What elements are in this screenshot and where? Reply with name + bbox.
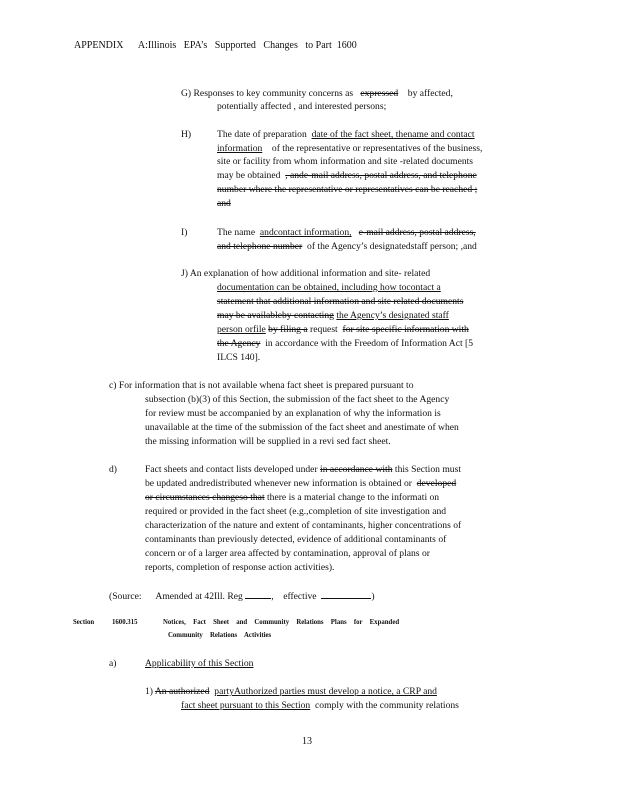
item-j-inserted-4: the Agency’s designated staff: [336, 310, 449, 321]
item-h-text-2: of the representative or representatives of the business,: [271, 143, 483, 154]
item-h-inserted: date of the fact sheet, thename and contact: [311, 129, 475, 140]
item-i-inserted: andcontact information,: [259, 227, 352, 238]
para-c-text: For information that is not available whena fact sheet is prepared pursuant to: [118, 380, 414, 391]
para-d-text-2: be updated andredistributed whenever new information is obtained or: [145, 478, 412, 489]
item-h-inserted-2: information: [217, 143, 263, 154]
item-g-struck: expressed: [360, 88, 399, 99]
source-label: (Source:: [109, 591, 142, 602]
source-reg: Amended at 42Ill. Reg: [155, 591, 243, 602]
source-note: [109, 589, 375, 603]
item-1-line-1: [145, 686, 437, 698]
para-d-struck-2: developed: [416, 478, 457, 489]
item-j-line-1: [181, 268, 430, 280]
item-h-line-3: site or facility from whom information and site -related documents: [217, 156, 474, 167]
para-d-line-5: characterization of the nature and extent of contaminants, higher concentrations of: [145, 520, 462, 531]
item-j-text-6: in accordance with the Freedom of Information Act [5: [265, 338, 474, 349]
page-header: [74, 40, 357, 52]
para-c-line-3: for review must be accompanied by an explanation of why the information is: [145, 408, 441, 419]
item-j-line-3: statement that additional information and site related documents: [217, 296, 464, 307]
item-h-line-5: number where the representative or representatives can be reached ;: [217, 184, 478, 195]
item-i-line-1: [217, 227, 476, 239]
item-j-line-4: [217, 310, 449, 322]
para-d-line-4: required or provided in the fact sheet (e.g.,completion of site investigation and: [145, 506, 447, 517]
item-g-marker: G): [181, 88, 192, 99]
para-d-marker: d): [109, 464, 117, 475]
item-1-text-2: comply with the community relations: [315, 700, 459, 711]
item-j-text: An explanation of how additional information and site- related: [189, 268, 431, 279]
header-title-a: A:Illinois: [137, 40, 177, 51]
item-j-line-7: ILCS 140].: [217, 352, 261, 363]
section-label: Section: [73, 617, 95, 626]
item-i-line-2: [217, 241, 477, 253]
item-j-struck-5: by filing a: [268, 324, 308, 335]
item-h-text: The date of preparation: [217, 129, 307, 140]
para-d-struck-3: or circumstances changeso that: [145, 492, 265, 503]
source-close: ): [371, 591, 375, 602]
para-c-line-1: [109, 380, 414, 392]
item-j-text-5: request: [310, 324, 338, 335]
para-d-line-3: [145, 492, 439, 504]
item-j-inserted-5: person orfile: [217, 324, 266, 335]
item-1-marker: 1): [145, 686, 153, 697]
para-c-line-5: the missing information will be supplied in a revi sed fact sheet.: [145, 436, 391, 447]
source-blank-date: [321, 589, 371, 599]
item-1-line-2: [181, 700, 459, 712]
item-1-struck: An authorized: [154, 686, 210, 697]
item-j-struck-6: the Agency: [217, 338, 261, 349]
para-d-line-6: contaminants than previously detected, evidence of additional contaminants of: [145, 534, 447, 545]
para-c-line-4: unavailable at the time of the submission of the fact sheet and anestimate of when: [145, 422, 459, 433]
item-g-text-end: by affected,: [407, 88, 453, 99]
para-d-text-1b: this Section must: [394, 464, 461, 475]
item-h-line-6: and: [217, 198, 231, 209]
source-comma: ,: [271, 591, 274, 602]
header-appendix: APPENDIX: [74, 40, 124, 51]
para-d-text-1: Fact sheets and contact lists developed under: [145, 464, 318, 475]
para-a-heading: Applicability of this Section: [145, 658, 254, 669]
item-1-inserted-2: fact sheet pursuant to this Section: [181, 700, 311, 711]
para-d-struck-1: in accordance with: [320, 464, 393, 475]
item-i-text: The name: [217, 227, 256, 238]
para-c-line-2: subsection (b)(3) of this Section, the submission of the fact sheet to the Agency: [145, 394, 450, 405]
item-i-struck-2: and telephone number: [217, 241, 303, 252]
item-i-text-2: of the Agency’s designatedstaff person; ,and: [307, 241, 477, 252]
section-number: 1600.315: [112, 617, 138, 626]
page-number: 13: [302, 736, 312, 747]
header-title-b: EPA’s: [183, 40, 208, 51]
section-title-line-2: Community Relations Activities: [168, 630, 272, 639]
item-h-line-2: [217, 143, 482, 155]
para-d-line-8: reports, completion of response action activities).: [145, 562, 335, 573]
para-d-text-3: there is a material change to the informati on: [267, 492, 440, 503]
item-1-inserted: partyAuthorized parties must develop a notice, a CRP and: [214, 686, 437, 697]
item-j-line-6: [217, 338, 473, 350]
item-h-text-4: may be obtained: [217, 170, 281, 181]
section-title-line-1: Notices, Fact Sheet and Community Relations Plans for Expanded: [163, 617, 400, 626]
item-h-marker: H): [181, 129, 192, 140]
item-j-struck-4: may be availableby contacting: [217, 310, 334, 321]
para-d-line-7: concern or of a larger area affected by contamination, approval of plans or: [145, 548, 430, 559]
item-j-struck-5b: for site specific information with: [342, 324, 469, 335]
para-a-marker: a): [109, 658, 117, 669]
item-h-line-4: [217, 170, 477, 182]
item-g-text: Responses to key community concerns as: [193, 88, 354, 99]
header-title-c: Supported: [214, 40, 256, 51]
source-effective: effective: [283, 591, 317, 602]
item-j-line-2: documentation can be obtained, including how tocontact a: [217, 282, 441, 293]
item-g-line-2: potentially affected , and interested persons;: [217, 101, 387, 112]
source-blank-issue: [245, 589, 271, 599]
item-h-struck-4: , ande-mail address, postal address, and telephone: [285, 170, 477, 181]
para-d-line-1: [145, 464, 461, 476]
header-title-d: Changes: [263, 40, 298, 51]
item-i-marker: I): [181, 227, 188, 238]
item-h-line-1: [217, 129, 475, 141]
header-title-f: 1600: [336, 40, 357, 51]
item-j-marker: J): [181, 268, 188, 279]
item-j-line-5: [217, 324, 469, 336]
item-g-line-1: [181, 88, 453, 100]
para-c-marker: c): [109, 380, 117, 391]
header-title-e: to Part: [305, 40, 332, 51]
item-i-struck: e-mail address, postal address,: [358, 227, 476, 238]
para-d-line-2: [145, 478, 456, 490]
